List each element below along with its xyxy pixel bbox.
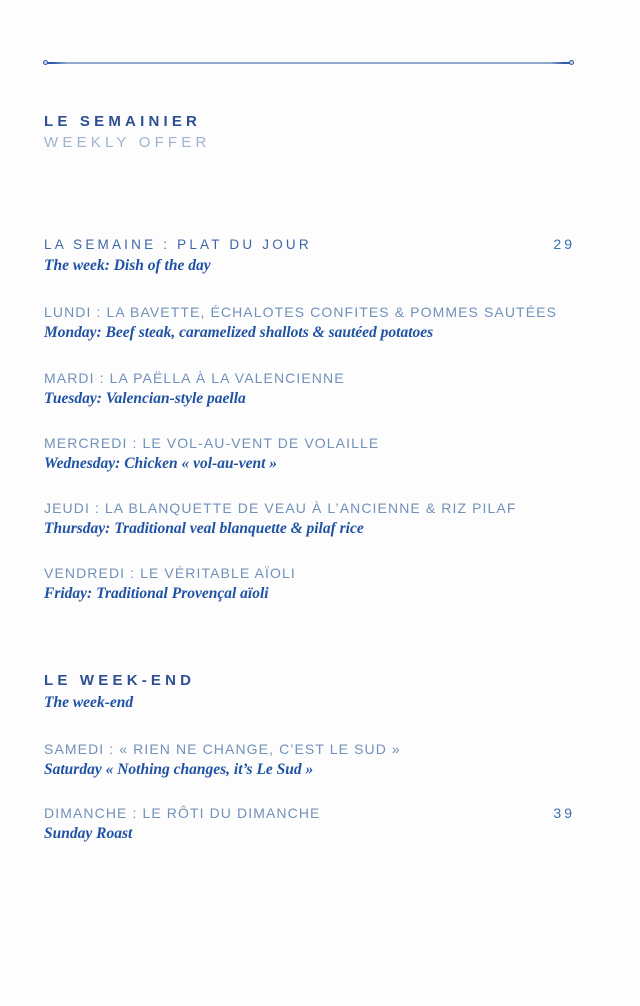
menu-item-jeudi bbox=[44, 499, 575, 539]
menu-item-price: 39 bbox=[553, 805, 575, 821]
menu-item-title: VENDREDI : LE VÉRITABLE AÏOLI bbox=[44, 565, 296, 581]
menu-item-subtitle: Friday: Traditional Provençal aïoli bbox=[44, 585, 269, 602]
menu-item-subtitle: Sunday Roast bbox=[44, 825, 133, 842]
menu-item-subtitle: Thursday: Traditional veal blanquette & pilaf rice bbox=[44, 520, 364, 537]
page-subtitle: WEEKLY OFFER bbox=[44, 134, 211, 151]
menu-item-vendredi bbox=[44, 564, 575, 604]
divider-left-endpoint-icon bbox=[43, 60, 48, 65]
section-weekend-header bbox=[44, 671, 575, 713]
menu-item-title: MARDI : LA PAËLLA À LA VALENCIENNE bbox=[44, 370, 345, 386]
section-week-subtitle: The week: Dish of the day bbox=[44, 257, 211, 274]
section-week-header bbox=[44, 236, 575, 276]
menu-item-mardi bbox=[44, 369, 575, 409]
menu-item-subtitle: Saturday « Nothing changes, it’s Le Sud » bbox=[44, 761, 314, 778]
menu-item-title: DIMANCHE : LE RÔTI DU DIMANCHE bbox=[44, 805, 321, 821]
menu-item-mercredi bbox=[44, 434, 575, 474]
menu-item-title: MERCREDI : LE VOL-AU-VENT DE VOLAILLE bbox=[44, 435, 380, 451]
menu-item-subtitle: Monday: Beef steak, caramelized shallots & sautéed potatoes bbox=[44, 324, 434, 341]
menu-item-subtitle: Tuesday: Valencian-style paella bbox=[44, 390, 246, 407]
page-title: LE SEMAINIER bbox=[44, 113, 202, 130]
menu-item-title: LUNDI : LA BAVETTE, ÉCHALOTES CONFITES & POMMES SAUTÉES bbox=[44, 304, 558, 320]
section-weekend-title: LE WEEK-END bbox=[44, 672, 196, 689]
menu-item-lundi bbox=[44, 303, 575, 343]
menu-item-title: JEUDI : LA BLANQUETTE DE VEAU À L’ANCIENNE & RIZ PILAF bbox=[44, 500, 517, 516]
section-week-price: 29 bbox=[553, 236, 575, 252]
menu-item-subtitle: Wednesday: Chicken « vol-au-vent » bbox=[44, 455, 278, 472]
top-divider bbox=[45, 62, 572, 64]
divider-right-endpoint-icon bbox=[569, 60, 574, 65]
menu-item-dimanche bbox=[44, 804, 575, 844]
section-weekend-subtitle: The week-end bbox=[44, 694, 134, 711]
menu-item-samedi bbox=[44, 740, 575, 780]
section-week-title: LA SEMAINE : PLAT DU JOUR bbox=[44, 237, 312, 252]
menu-item-title: SAMEDI : « RIEN NE CHANGE, C’EST LE SUD » bbox=[44, 741, 401, 757]
